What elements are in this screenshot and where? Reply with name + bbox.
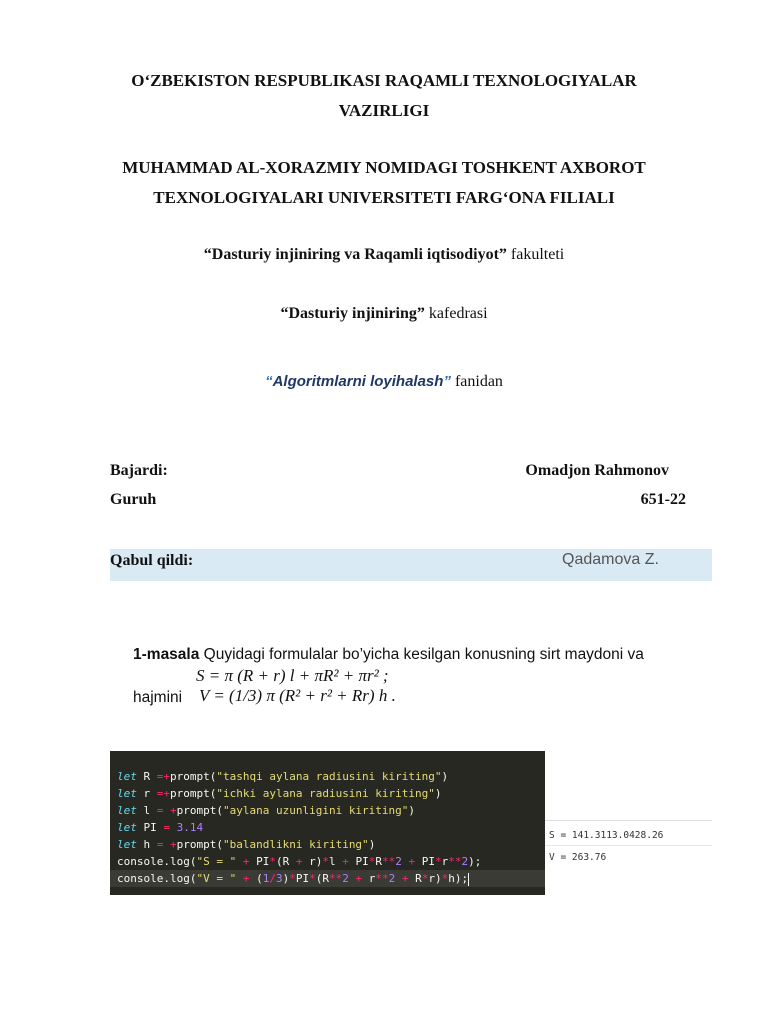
faculty-line xyxy=(0,244,768,266)
output-s-line: S = 141.3113.0428.26 xyxy=(549,830,664,841)
accepted-by-row xyxy=(110,549,712,581)
accepted-by-value: Qadamova Z. xyxy=(562,551,659,568)
code-line-3: let l = +prompt("aylana uzunligini kiriting") xyxy=(117,804,416,817)
accepted-by-label: Qabul qildi: xyxy=(110,552,194,569)
code-line-7[interactable]: console.log("V = " + (1/3)*PI*(R**2 + r**2 + R*r)*h); xyxy=(110,870,545,887)
faculty-suffix: fakulteti xyxy=(506,246,565,263)
subject-suffix: fanidan xyxy=(450,373,503,390)
surface-area-formula: S = π (R + r) l + πR² + πr² ; xyxy=(196,666,389,685)
code-line-6: console.log("S = " + PI*(R + r)*l + PI*R**2 + PI*r**2); xyxy=(117,855,482,868)
department-line xyxy=(0,303,768,325)
group-label: Guruh xyxy=(110,491,157,508)
university-line-1: MUHAMMAD AL-XORAZMIY NOMIDAGI TOSHKENT AXBOROT xyxy=(122,158,646,177)
task-number: 1-masala xyxy=(133,646,200,663)
subject-line xyxy=(0,371,768,393)
subject-close-quote: ” xyxy=(443,373,451,390)
done-by-label: Bajardi: xyxy=(110,462,168,479)
department-suffix: kafedrasi xyxy=(424,305,488,322)
done-by-value: Omadjon Rahmonov xyxy=(525,462,669,479)
volume-formula: V = (1/3) π (R² + r² + Rr) h . xyxy=(199,686,396,705)
faculty-name: “Dasturiy injiniring va Raqamli iqtisodiyot” xyxy=(203,246,507,263)
ministry-title xyxy=(0,66,768,126)
task-text: Quyidagi formulalar bo’yicha kesilgan konusning sirt maydoni va xyxy=(199,646,644,663)
task-statement xyxy=(133,646,644,664)
department-name: “Dasturiy injiniring” xyxy=(280,305,425,322)
ministry-line-2: VAZIRLIGI xyxy=(338,101,430,120)
group-row xyxy=(110,491,686,509)
console-output xyxy=(545,820,712,876)
group-value: 651-22 xyxy=(640,491,686,508)
subject-open-quote: “ xyxy=(265,373,273,390)
text-cursor xyxy=(468,873,469,886)
subject-name: Algoritmlarni loyihalash xyxy=(272,373,444,390)
code-line-4: let PI = 3.14 xyxy=(117,821,204,834)
university-title xyxy=(0,153,768,213)
volume-word: hajmini xyxy=(133,689,183,706)
code-line-5: let h = +prompt("balandlikni kiriting") xyxy=(117,838,376,851)
code-line-2: let r =+prompt("ichki aylana radiusini kiriting") xyxy=(117,787,442,800)
output-v-line: V = 263.76 xyxy=(549,852,607,863)
code-line-1: let R =+prompt("tashqi aylana radiusini kiriting") xyxy=(117,770,449,783)
code-editor xyxy=(110,751,545,895)
university-line-2: TEXNOLOGIYALARI UNIVERSITETI FARG‘ONA FILIALI xyxy=(153,188,615,207)
ministry-line-1: O‘ZBEKISTON RESPUBLIKASI RAQAMLI TEXNOLOGIYALAR xyxy=(131,71,637,90)
output-divider xyxy=(545,845,712,846)
done-by-row xyxy=(110,462,686,480)
